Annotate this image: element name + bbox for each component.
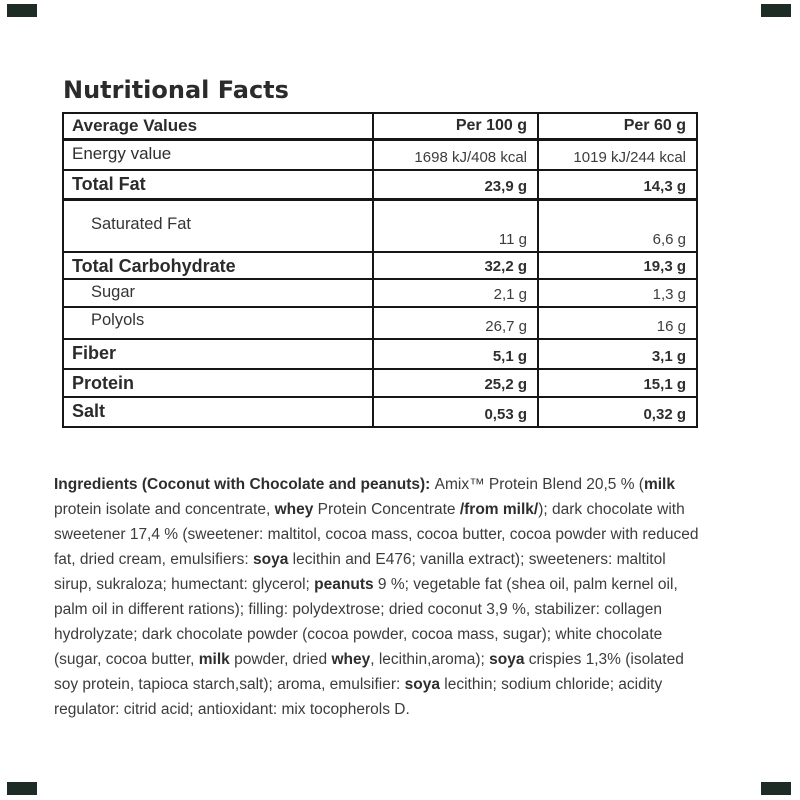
table-row bbox=[64, 340, 696, 370]
table-row bbox=[64, 398, 696, 426]
value-per-100g: 5,1 g bbox=[372, 340, 537, 368]
ingredients-segment: , lecithin,aroma); bbox=[370, 651, 490, 668]
ingredients-bold-segment: /from milk/ bbox=[459, 501, 539, 518]
column-header-per-60g: Per 60 g bbox=[537, 114, 696, 138]
ingredients-segment: lecithin; sodium chloride; acidity regulator: citrid acid; antioxidant: mix tocopherols D. bbox=[54, 676, 663, 718]
ingredients-bold-segment: soya bbox=[404, 676, 440, 693]
value-per-100g: 25,2 g bbox=[372, 370, 537, 396]
value-per-60g: 1019 kJ/244 kcal bbox=[537, 141, 696, 169]
value-per-100g: 2,1 g bbox=[372, 280, 537, 306]
corner-mark-bottom-left bbox=[7, 782, 37, 795]
value-per-60g: 19,3 g bbox=[537, 253, 696, 278]
value-per-60g: 15,1 g bbox=[537, 370, 696, 396]
value-per-60g: 1,3 g bbox=[537, 280, 696, 306]
row-label: Energy value bbox=[72, 144, 172, 163]
value-per-60g: 3,1 g bbox=[537, 340, 696, 368]
row-label: Polyols bbox=[91, 311, 145, 329]
ingredients-segment: powder, dried bbox=[229, 651, 332, 668]
value-per-100g: 23,9 g bbox=[372, 171, 537, 198]
value-per-100g: 32,2 g bbox=[372, 253, 537, 278]
value-per-100g: 11 g bbox=[372, 201, 537, 251]
row-label: Total Carbohydrate bbox=[72, 256, 236, 276]
ingredients-segment: lecithin and E476; vanilla extract); sweeteners: maltitol sirup, sukraloza; humectant: glycerol; bbox=[54, 551, 666, 593]
corner-mark-top-right bbox=[761, 4, 791, 17]
ingredients-bold-segment: milk bbox=[198, 651, 230, 668]
value-per-60g: 6,6 g bbox=[537, 201, 696, 251]
nutrition-facts-table bbox=[62, 112, 698, 428]
column-header-average-values: Average Values bbox=[72, 116, 198, 135]
value-per-60g: 0,32 g bbox=[537, 398, 696, 426]
corner-mark-bottom-right bbox=[761, 782, 791, 795]
row-label: Total Fat bbox=[72, 174, 146, 194]
ingredients-segment: Amix™ Protein Blend 20,5 % ( bbox=[434, 476, 644, 493]
row-label: Protein bbox=[72, 373, 135, 393]
ingredients-bold-segment: soya bbox=[489, 651, 525, 668]
ingredients-segment: crispies 1,3% (isolated soy protein, tapioca starch,salt); aroma, emulsifier: bbox=[54, 651, 684, 693]
row-label: Fiber bbox=[72, 343, 117, 363]
ingredients-segment: protein isolate and concentrate, bbox=[54, 501, 275, 518]
value-per-60g: 14,3 g bbox=[537, 171, 696, 198]
ingredients-bold-segment: milk bbox=[643, 476, 675, 493]
row-label: Sugar bbox=[91, 283, 136, 301]
value-per-60g: 16 g bbox=[537, 308, 696, 338]
ingredients-bold-segment: whey bbox=[274, 501, 314, 518]
page-title: Nutritional Facts bbox=[63, 76, 289, 104]
column-header-per-100g: Per 100 g bbox=[372, 114, 537, 138]
ingredients-segment: Protein Concentrate bbox=[313, 501, 460, 518]
table-row bbox=[64, 280, 696, 308]
ingredients-bold-segment: whey bbox=[331, 651, 371, 668]
table-row bbox=[64, 253, 696, 280]
ingredients-bold-segment: soya bbox=[252, 551, 289, 568]
corner-mark-top-left bbox=[7, 4, 37, 17]
value-per-100g: 0,53 g bbox=[372, 398, 537, 426]
row-label: Salt bbox=[72, 401, 106, 421]
value-per-100g: 26,7 g bbox=[372, 308, 537, 338]
row-label: Saturated Fat bbox=[91, 215, 191, 233]
ingredients-segment: 9 %; vegetable fat (shea oil, palm kernel oil, palm oil in different rations); filling: polydextrose; dried coconut 3,9 %, stabilizer: collagen hydrolyzate; dark chocolate powder (cocoa powder, cocoa mass, sugar); white chocolate (sugar, cocoa butter, bbox=[54, 576, 678, 668]
table-header-row bbox=[64, 114, 696, 141]
table-row bbox=[64, 171, 696, 201]
table-row bbox=[64, 308, 696, 340]
table-row bbox=[64, 370, 696, 398]
ingredients-text bbox=[54, 472, 704, 722]
table-body bbox=[64, 141, 696, 426]
value-per-100g: 1698 kJ/408 kcal bbox=[372, 141, 537, 169]
table-row bbox=[64, 201, 696, 253]
ingredients-bold-segment: Ingredients (Coconut with Chocolate and peanuts): bbox=[54, 476, 435, 493]
ingredients-bold-segment: peanuts bbox=[314, 576, 374, 593]
ingredients-segment: ); dark chocolate with sweetener 17,4 % (sweetener: maltitol, cocoa mass, cocoa butter, cocoa powder with reduced fat, dried cream, emulsifiers: bbox=[54, 501, 699, 568]
table-row bbox=[64, 141, 696, 171]
